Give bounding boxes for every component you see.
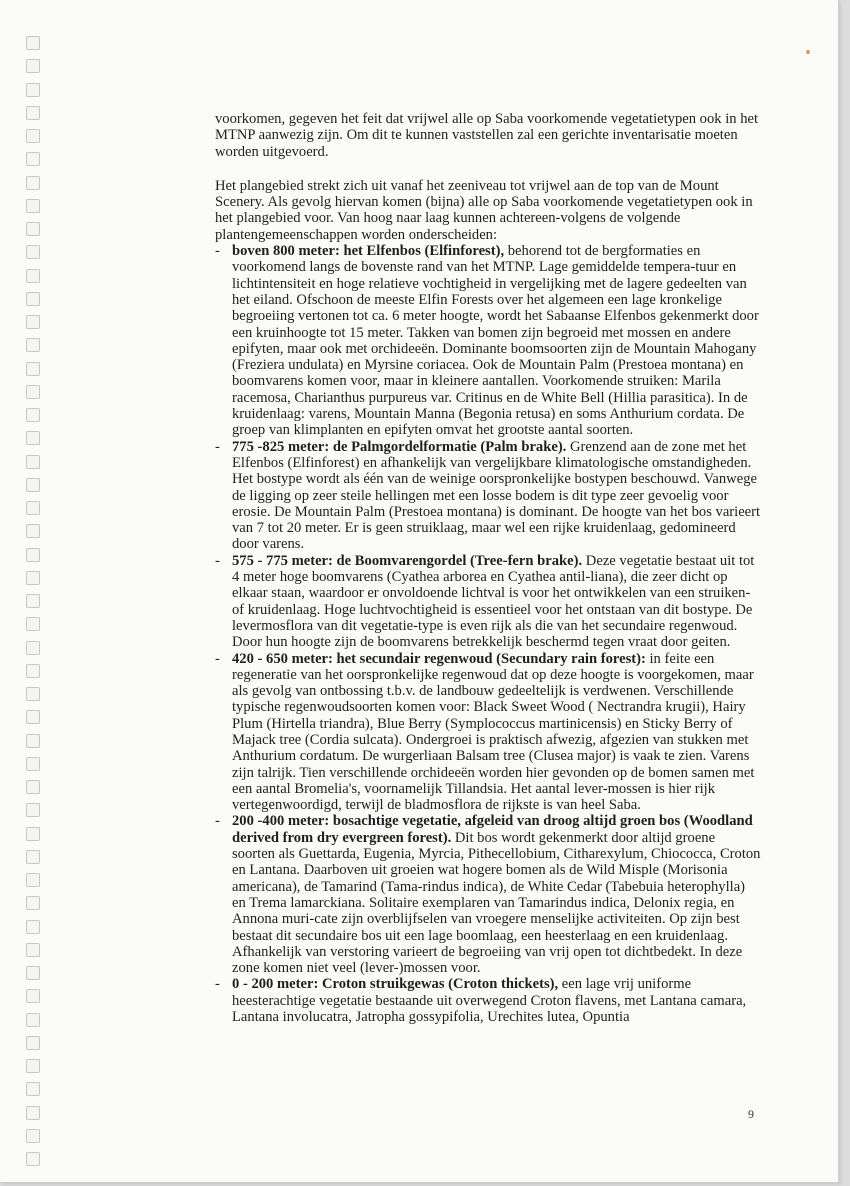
binder-hole <box>26 478 40 492</box>
binder-hole <box>26 734 40 748</box>
binder-hole <box>26 83 40 97</box>
binder-hole <box>26 455 40 469</box>
zone-heading: 575 - 775 meter: de Boomvarengordel (Tree-fern brake). <box>232 552 583 569</box>
zone-heading: boven 800 meter: het Elfenbos (Elfinforest), <box>232 243 505 260</box>
binder-hole <box>26 1082 40 1096</box>
binder-hole <box>26 362 40 376</box>
list-dash: - <box>215 552 220 569</box>
paper-speck <box>806 50 810 54</box>
binder-hole <box>26 129 40 143</box>
binder-hole <box>26 850 40 864</box>
binder-hole <box>26 59 40 73</box>
binder-hole <box>26 338 40 352</box>
paragraph: Het plangebied strekt zich uit vanaf het zeeniveau tot vrijwel aan de top van de Mount Scenery. Als gevolg hiervan komen (bijna) alle op Saba voorkomende vegetatietypen ook in het plangebied voor. Van hoog naar laag kunnen achtereen-volgens de volgende plantengemeenschappen worden onderscheiden: <box>215 177 753 243</box>
zone-text: behorend tot de bergformaties en voorkomend langs de bovenste rand van het MTNP. Lage gemiddelde tempera-tuur en lichtintensiteit en hoge relatieve vochtigheid in vergelijking met de lagere gedeelten van het eiland. Ofschoon de meeste Elfin Forests over het algemeen een lage kronkelige begroeiing vertonen tot ca. 6 meter hoogte, wordt het Sabaanse Elfenbos gekenmerkt door een kruinhoogte tot 15 meter. Takken van bomen zijn begroeid met mossen en andere epifyten, maar ook met orchideeën. Dominante boomsoorten zijn de Mountain Mahogany (Freziera undulata) en Myrsine coriacea. Ook de Mountain Palm (Prestoea montana) en boomvarens komen voor, maar in kleinere aantallen. Voorkomende struiken: Marila racemosa, Charianthus purpureus var. Critinus en de White Bell (Hillia parasitica). In de kruidenlaag: varens, Mountain Manna (Begonia retusa) en soms Anthurium cordata. De groep van klimplanten en epifyten omvat het grootste aantal soorten. <box>232 243 759 439</box>
zone-text: Deze vegetatie bestaat uit tot 4 meter hoge boomvarens (Cyathea arborea en Cyathea antil-liana), die zeer dicht op elkaar staan, waardoor er onvoldoende lichtval is voor het ontwikkelen van een struiken- of kruidenlaag. Hoge luchtvochtigheid is essentieel voor het ontstaan van dit bostype. De levermosflora van dit vegetatie-type is even rijk als die van het secundaire regenwoud. Door hun hoogte zijn de boomvarens betrekkelijk beschermd tegen vraat door geiten. <box>232 552 755 651</box>
list-dash: - <box>215 243 220 260</box>
binder-hole <box>26 710 40 724</box>
zone-heading: 775 -825 meter: de Palmgordelformatie (Palm brake). <box>232 438 567 455</box>
zone-text: in feite een regeneratie van het oorspronkelijke regenwoud dat op deze hoogte is voorgekomen, maar als gevolg van ontbossing t.b.v. de landbouw gedeeltelijk is verdwenen. Verschillende typische regenwoudsoorten komen voor: Black Sweet Wood ( Nectrandra krugii), Hairy Plum (Hirtella triandra), Blue Berry (Symplococcus martinicensis) en Sticky Berry of Majack tree (Cordia sulcata). Ondergroei is praktisch afwezig, afgezien van stukken met Anthurium cordatum. De wurgerliaan Balsam tree (Clusea major) is vaak te zien. Varens zijn talrijk. Tien verschillende orchideeën worden hier gevonden op de bomen samen met een aantal Bromelia's, voornamelijk Tillandsia. Het aantal lever-mossen is hier rijk vertegenwoordigd, terwijl de bladmosflora de rijkste is van heel Saba. <box>232 650 755 814</box>
binder-hole <box>26 176 40 190</box>
zone-heading: 0 - 200 meter: Croton struikgewas (Croton thickets), <box>232 976 559 993</box>
binder-hole <box>26 152 40 166</box>
vegetation-zone-list <box>215 243 761 1025</box>
list-dash: - <box>215 438 220 455</box>
zone-heading: 420 - 650 meter: het secundair regenwoud (Secundary rain forest): <box>232 650 646 667</box>
binder-hole <box>26 641 40 655</box>
binder-hole <box>26 943 40 957</box>
binder-hole <box>26 292 40 306</box>
list-item <box>215 243 761 439</box>
binder-hole <box>26 571 40 585</box>
page-number: 9 <box>748 1107 754 1121</box>
binder-hole <box>26 524 40 538</box>
binder-hole <box>26 1106 40 1120</box>
list-item <box>215 651 761 814</box>
page-body <box>215 111 761 1025</box>
binder-hole <box>26 222 40 236</box>
binder-hole <box>26 664 40 678</box>
binder-hole <box>26 989 40 1003</box>
binder-hole <box>26 687 40 701</box>
list-dash: - <box>215 813 220 830</box>
binder-hole <box>26 245 40 259</box>
list-item <box>215 439 761 553</box>
binder-hole <box>26 780 40 794</box>
binder-hole <box>26 199 40 213</box>
zone-text: Grenzend aan de zone met het Elfenbos (Elfinforest) en afhankelijk van vergelijkbare klimatologische omstandigheden. Het bostype wordt als één van de weinige oorspronkelijke bostypen beschouwd. Vanwege de ligging op zeer steile hellingen met een losse bodem is dit type zeer gevoelig voor erosie. De Mountain Palm (Prestoea montana) is dominant. De hoogte van het bos varieert van 7 tot 20 meter. Er is geen struiklaag, maar wel een rijke kruidenlaag, gedomineerd door varens. <box>232 438 761 553</box>
binder-hole <box>26 1059 40 1073</box>
binder-hole <box>26 385 40 399</box>
binder-hole <box>26 757 40 771</box>
binder-hole <box>26 315 40 329</box>
binder-hole <box>26 1152 40 1166</box>
list-item <box>215 553 761 651</box>
binder-hole <box>26 617 40 631</box>
list-dash: - <box>215 976 220 993</box>
binder-hole <box>26 548 40 562</box>
binder-hole <box>26 594 40 608</box>
list-item <box>215 813 761 976</box>
zone-text: Dit bos wordt gekenmerkt door altijd groene soorten als Guettarda, Eugenia, Myrcia, Pithecellobium, Citharexylum, Chiococca, Croton en Lantana. Daarboven uit groeien wat hogere bomen als de Wild Misple (Morisonia americana), de Tamarind (Tama-rindus indica), de White Cedar (Tabebuia heterophylla) en Trema lamarckiana. Solitaire exemplaren van Tamarindus indica, Delonix regia, en Annona muri-cate zijn overblijfselen van vroegere menselijke activiteiten. Op zijn best bestaat dit secundaire bos uit een lage boomlaag, een heesterlaag en een kruidenlaag. Afhankelijk van verstoring varieert de begroeiing van vrij open tot dichtbedekt. In deze zone komen niet veel (lever-)mossen voor. <box>232 829 761 977</box>
binder-holes <box>26 36 40 1166</box>
binder-hole <box>26 36 40 50</box>
binder-hole <box>26 1036 40 1050</box>
binder-hole <box>26 1129 40 1143</box>
paragraph: voorkomen, gegeven het feit dat vrijwel alle op Saba voorkomende vegetatietypen ook in het MTNP aanwezig zijn. Om dit te kunnen vaststellen zal een gerichte inventarisatie moeten worden uitgevoerd. <box>215 111 759 160</box>
list-item <box>215 976 761 1025</box>
binder-hole <box>26 408 40 422</box>
binder-hole <box>26 827 40 841</box>
zone-text: een lage vrij uniforme heesterachtige vegetatie bestaande uit overwegend Croton flavens, met Lantana camara, Lantana involucatra, Jatropha gossypifolia, Urechites lutea, Opuntia <box>232 976 747 1026</box>
zone-heading: 200 -400 meter: bosachtige vegetatie, afgeleid van droog altijd groen bos (Woodland derived from dry evergreen forest). <box>232 813 753 846</box>
binder-hole <box>26 1013 40 1027</box>
list-dash: - <box>215 650 220 667</box>
binder-hole <box>26 896 40 910</box>
binder-hole <box>26 501 40 515</box>
binder-hole <box>26 106 40 120</box>
binder-hole <box>26 269 40 283</box>
binder-hole <box>26 920 40 934</box>
binder-hole <box>26 966 40 980</box>
binder-hole <box>26 431 40 445</box>
binder-hole <box>26 803 40 817</box>
binder-hole <box>26 873 40 887</box>
